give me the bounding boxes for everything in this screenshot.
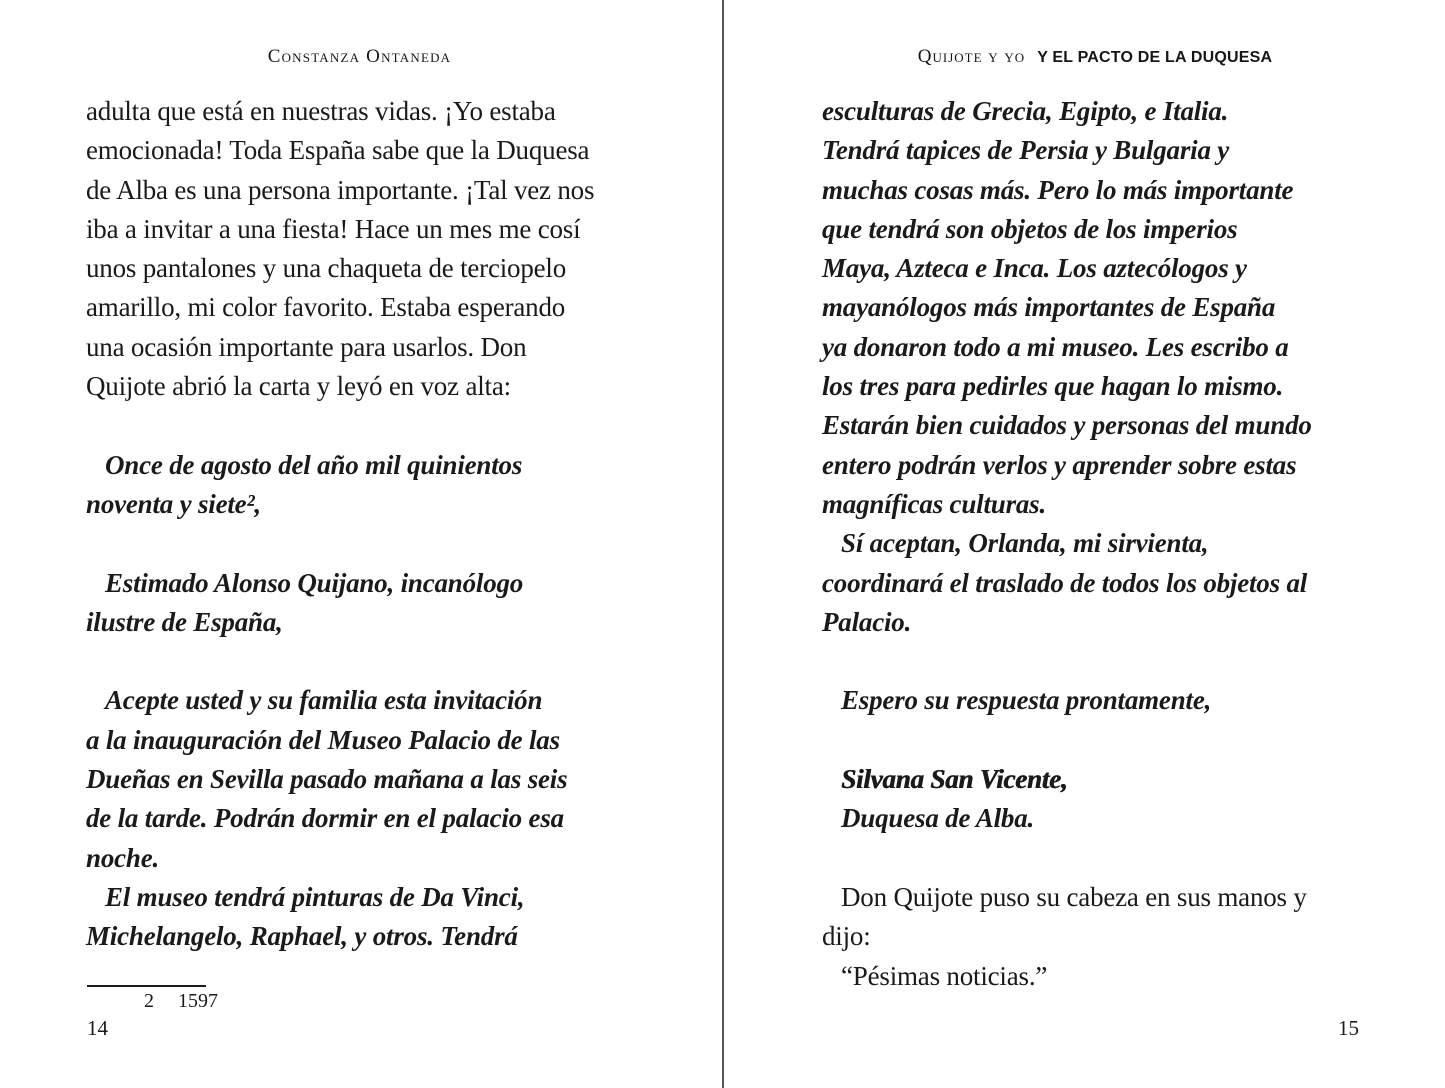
footnote-text: 1597 — [178, 990, 218, 1012]
text-line: emocionada! Toda España sabe que la Duquesa — [86, 135, 590, 166]
text-line: noventa y siete², — [86, 488, 261, 519]
text-line: mayanólogos más importantes de España — [822, 292, 1276, 323]
text-line: muchas cosas más. Pero lo más importante — [822, 174, 1294, 205]
footnote — [144, 990, 218, 1013]
text-line: de la tarde. Podrán dormir en el palacio esa — [86, 803, 564, 834]
paragraph-spacer — [86, 524, 633, 563]
paragraph-spacer — [822, 642, 1368, 681]
text-line: Once de agosto del año mil quinientos — [105, 449, 523, 480]
text-line: Palacio. — [822, 606, 912, 637]
text-line: amarillo, mi color favorito. Estaba esperando — [86, 292, 566, 323]
page-right — [822, 0, 1368, 1088]
footnote-marker: 2 — [144, 990, 154, 1012]
paragraph-spacer — [822, 839, 1368, 878]
footnote-rule — [87, 985, 206, 987]
page-divider — [722, 0, 724, 1088]
page-right-text — [822, 92, 1368, 996]
text-line: Silvana San Vicente, — [841, 764, 1068, 795]
text-line: coordinará el traslado de todos los objetos al — [822, 567, 1308, 598]
running-header-chapter-title: Y EL PACTO DE LA DUQUESA — [1037, 49, 1273, 66]
page-number-left: 14 — [87, 1016, 108, 1040]
paragraph-spacer — [822, 721, 1368, 760]
text-line: a la inauguración del Museo Palacio de las — [86, 724, 560, 755]
page-left — [86, 0, 633, 1088]
text-line: una ocasión importante para usarlos. Don — [86, 331, 527, 362]
text-line: ilustre de España, — [86, 606, 283, 637]
text-line: El museo tendrá pinturas de Da Vinci, — [105, 881, 525, 912]
text-line: entero podrán verlos y aprender sobre estas — [822, 449, 1297, 480]
page-number-right: 15 — [1338, 1016, 1359, 1040]
text-line: “Pésimas noticias.” — [841, 960, 1048, 991]
text-line: Duquesa de Alba. — [841, 803, 1035, 834]
text-line: los tres para pedirles que hagan lo mismo. — [822, 371, 1284, 402]
text-line: unos pantalones y una chaqueta de terciopelo — [86, 253, 567, 284]
running-header-author: Constanza Ontaneda — [267, 46, 452, 67]
text-line: Michelangelo, Raphael, y otros. Tendrá — [86, 921, 518, 952]
text-line: Quijote abrió la carta y leyó en voz alta: — [86, 371, 511, 402]
text-line: magníficas culturas. — [822, 488, 1047, 519]
paragraph-spacer — [86, 406, 633, 445]
text-line: Dueñas en Sevilla pasado mañana a las seis — [86, 764, 568, 795]
paragraph-spacer — [86, 642, 633, 681]
text-line: Estarán bien cuidados y personas del mundo — [822, 410, 1312, 441]
text-line: Don Quijote puso su cabeza en sus manos y — [841, 881, 1307, 912]
text-line: de Alba es una persona importante. ¡Tal vez nos — [86, 174, 595, 205]
text-line: iba a invitar a una fiesta! Hace un mes me cosí — [86, 213, 581, 244]
running-header-book-title: Quijote y yo — [917, 46, 1026, 67]
text-line: Maya, Azteca e Inca. Los aztecólogos y — [822, 253, 1247, 284]
page-left-text — [86, 92, 633, 957]
text-line: ya donaron todo a mi museo. Les escribo a — [822, 331, 1289, 362]
text-line: Estimado Alonso Quijano, incanólogo — [105, 567, 524, 598]
text-line: Acepte usted y su familia esta invitación — [105, 685, 543, 716]
text-line: esculturas de Grecia, Egipto, e Italia. — [822, 96, 1229, 126]
text-line: Sí aceptan, Orlanda, mi sirvienta, — [841, 528, 1209, 559]
text-line: Espero su respuesta prontamente, — [841, 685, 1212, 716]
running-header-title — [822, 46, 1368, 69]
text-line: dijo: — [822, 921, 871, 952]
text-line: noche. — [86, 842, 160, 873]
text-line: adulta que está en nuestras vidas. ¡Yo estaba — [86, 96, 556, 126]
text-line: que tendrá son objetos de los imperios — [822, 213, 1238, 244]
text-line: Tendrá tapices de Persia y Bulgaria y — [822, 135, 1230, 166]
